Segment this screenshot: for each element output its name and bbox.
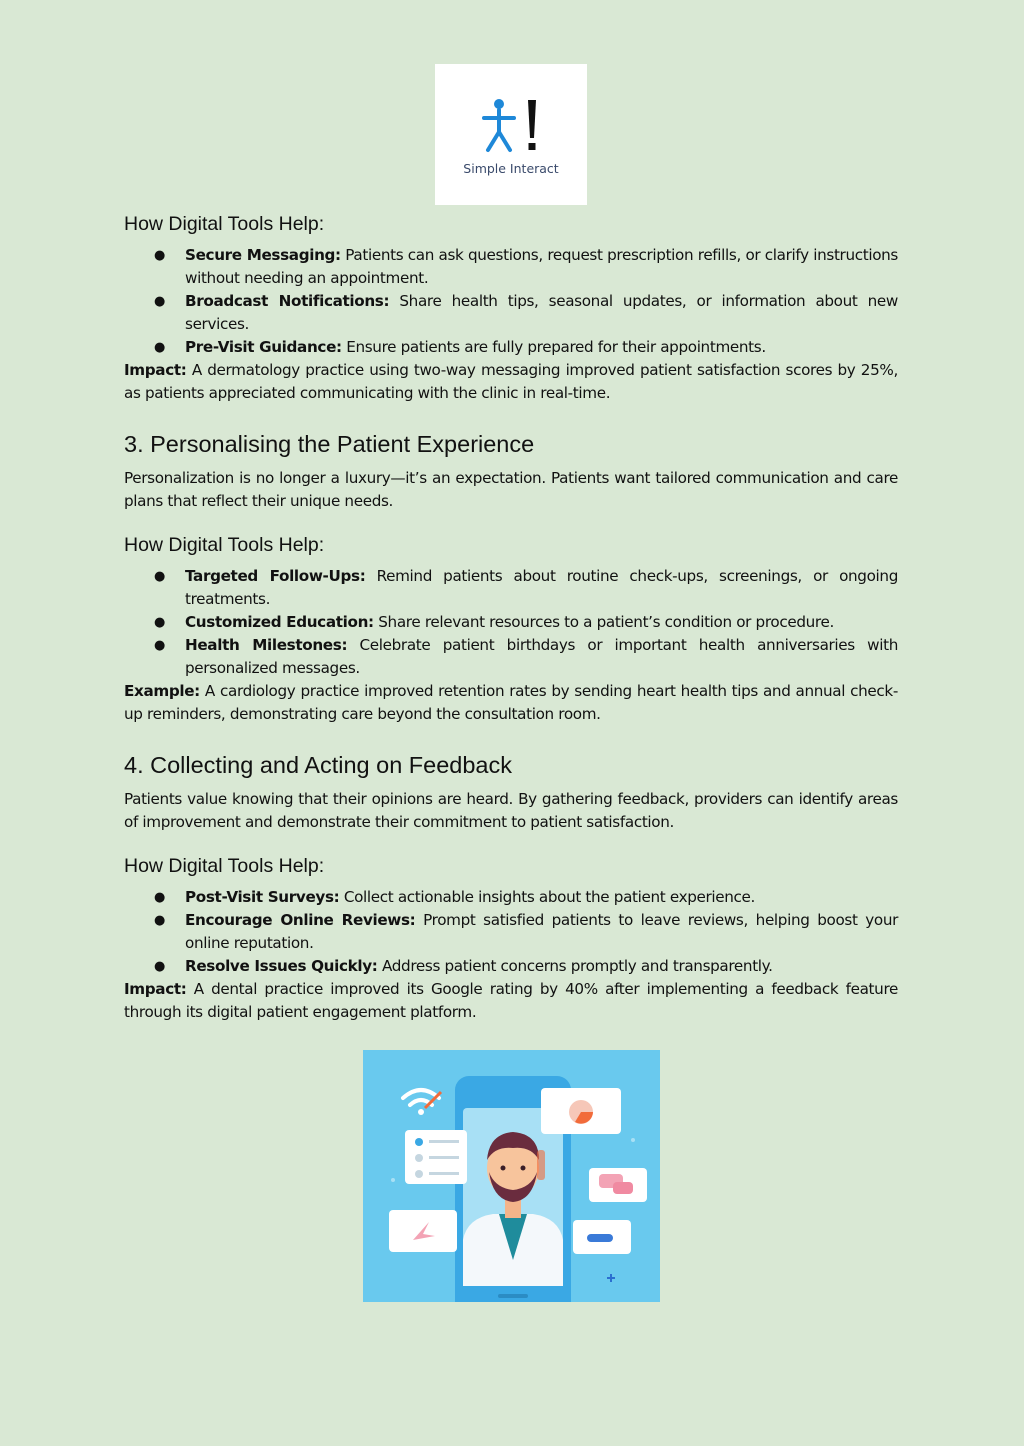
subheading-digital-tools-1: How Digital Tools Help: <box>124 213 325 235</box>
bullet-icon: ● <box>154 890 165 905</box>
bullet-text: Collect actionable insights about the patient experience. <box>339 888 756 906</box>
list-item <box>124 909 898 955</box>
bullet-text: Address patient concerns promptly and transparently. <box>377 957 773 975</box>
bullet-title: Post-Visit Surveys: <box>185 888 340 906</box>
example-paragraph <box>124 680 898 726</box>
bullet-list-1 <box>124 244 898 359</box>
logo-brand-text: Simple Interact <box>463 161 559 176</box>
list-item <box>124 244 898 290</box>
section-intro-3: Personalization is no longer a luxury—it’s an expectation. Patients want tailored communication and care plans that reflect their unique needs. <box>124 469 898 510</box>
section-intro-4: Patients value knowing that their opinions are heard. By gathering feedback, providers can identify areas of improvement and demonstrate their commitment to patient satisfaction. <box>124 790 898 831</box>
bullet-title: Health Milestones: <box>185 636 348 654</box>
subheading-digital-tools-3: How Digital Tools Help: <box>124 855 325 877</box>
bullet-title: Targeted Follow-Ups: <box>185 567 366 585</box>
list-item <box>124 634 898 680</box>
bullet-list-2 <box>124 565 898 680</box>
list-item <box>124 886 898 909</box>
list-item <box>124 336 898 359</box>
stick-figure-exclamation-icon <box>435 64 587 164</box>
subheading-digital-tools-2: How Digital Tools Help: <box>124 534 325 556</box>
bullet-title: Customized Education: <box>185 613 374 631</box>
bullet-icon: ● <box>154 959 165 974</box>
bullet-icon: ● <box>154 340 165 355</box>
bullet-title: Encourage Online Reviews: <box>185 911 416 929</box>
impact-text: A dermatology practice using two-way messaging improved patient satisfaction scores by 25%, as patients appreciated communicating with the clinic in real-time. <box>124 361 898 402</box>
bullet-text: Patients can ask questions, request prescription refills, or clarify instructions without needing an appointment. <box>185 246 898 287</box>
example-text: A cardiology practice improved retention rates by sending heart health tips and annual check-up reminders, demonstrating care beyond the consultation room. <box>124 682 898 723</box>
bullet-title: Broadcast Notifications: <box>185 292 390 310</box>
doctor-illustration-icon <box>363 1050 660 1302</box>
impact-paragraph-2 <box>124 978 898 1024</box>
bullet-icon: ● <box>154 913 165 928</box>
section-heading-3: 3. Personalising the Patient Experience <box>124 431 535 457</box>
bullet-title: Pre-Visit Guidance: <box>185 338 342 356</box>
bullet-text: Celebrate patient birthdays or important health anniversaries with personalized messages. <box>185 636 899 677</box>
bullet-icon: ● <box>154 569 165 584</box>
bullet-text: Ensure patients are fully prepared for their appointments. <box>341 338 766 356</box>
bullet-list-3 <box>124 886 898 978</box>
impact-label: Impact: <box>124 361 187 379</box>
bullet-icon: ● <box>154 294 165 309</box>
list-item <box>124 611 898 634</box>
bullet-text: Remind patients about routine check-ups, screenings, or ongoing treatments. <box>185 567 898 608</box>
list-item <box>124 290 898 336</box>
bullet-text: Prompt satisfied patients to leave reviews, helping boost your online reputation. <box>185 911 899 952</box>
list-item <box>124 565 898 611</box>
bullet-text: Share relevant resources to a patient’s condition or procedure. <box>373 613 834 631</box>
list-item <box>124 955 898 978</box>
document-body <box>124 210 898 1024</box>
section-heading-4: 4. Collecting and Acting on Feedback <box>124 752 513 778</box>
bullet-icon: ● <box>154 615 165 630</box>
impact-label: Impact: <box>124 980 187 998</box>
example-label: Example: <box>124 682 200 700</box>
bullet-text: Share health tips, seasonal updates, or information about new services. <box>185 292 898 333</box>
bullet-icon: ● <box>154 248 165 263</box>
impact-text: A dental practice improved its Google rating by 40% after implementing a feedback feature through its digital patient engagement platform. <box>124 980 898 1021</box>
simple-interact-logo <box>435 64 587 205</box>
bullet-title: Secure Messaging: <box>185 246 341 264</box>
doctor-on-phone-illustration <box>363 1050 660 1302</box>
impact-paragraph-1 <box>124 359 898 405</box>
bullet-title: Resolve Issues Quickly: <box>185 957 378 975</box>
bullet-icon: ● <box>154 638 165 653</box>
